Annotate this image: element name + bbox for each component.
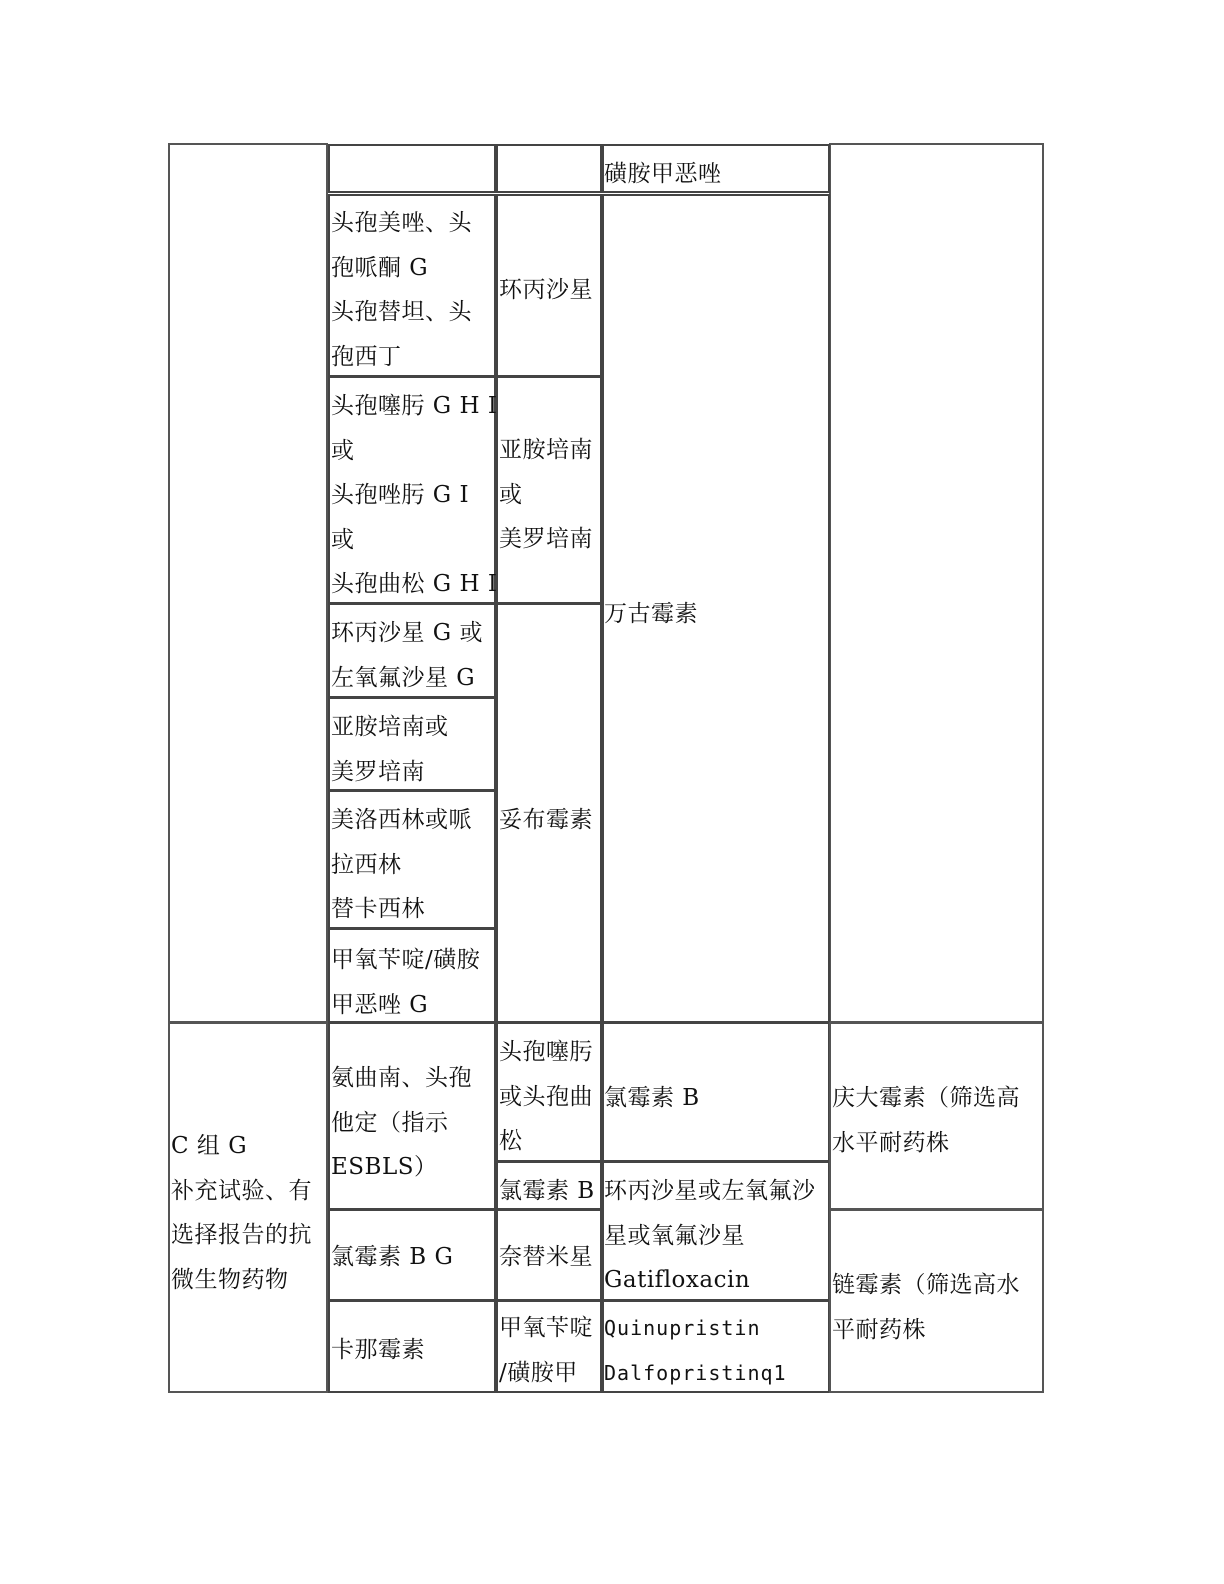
cell-text: 美洛西林或哌 拉西林 替卡西林 xyxy=(331,807,472,922)
cell-text: 氯霉素 B G xyxy=(331,1244,454,1270)
cell-text: 亚胺培南 或 美罗培南 xyxy=(499,437,593,552)
table-cell xyxy=(602,1161,830,1301)
group-c-label: C 组 G 补充试验、有 选择报告的抗 微生物药物 xyxy=(171,1133,312,1293)
cell-text: 万古霉素 xyxy=(604,601,698,627)
table-cell xyxy=(602,1300,830,1393)
cell-text: 庆大霉素（筛选高 水平耐药株 xyxy=(832,1085,1020,1156)
table-cell xyxy=(496,603,602,1023)
table-cell xyxy=(328,376,496,604)
group-b-col5-cell xyxy=(829,143,1044,1023)
table-cell xyxy=(496,1300,602,1393)
cell-text: 头孢噻肟 或头孢曲 松 xyxy=(499,1039,593,1154)
cell-text: 环丙沙星 G 或 左氧氟沙星 G xyxy=(331,620,483,691)
table-cell xyxy=(328,1022,496,1210)
cell-text: 甲氧苄啶/磺胺 甲恶唑 G xyxy=(331,947,481,1018)
cell-text: 磺胺甲恶唑 xyxy=(604,161,722,187)
table-cell xyxy=(602,1022,830,1162)
table-cell xyxy=(496,1209,602,1301)
table-cell xyxy=(496,1022,602,1162)
table-cell xyxy=(328,603,496,698)
cell-text: 氯霉素 B xyxy=(499,1178,595,1204)
cell-text: 氯霉素 B xyxy=(604,1085,700,1111)
table-cell xyxy=(602,144,830,193)
table-cell xyxy=(829,1022,1044,1210)
cell-text: 甲氧苄啶 /磺胺甲 xyxy=(499,1315,593,1386)
cell-text: 卡那霉素 xyxy=(331,1337,425,1363)
cell-text: 氨曲南、头孢 他定（指示 ESBLS） xyxy=(331,1065,472,1180)
cell-text: Quinupristin Dalfopristinq1 xyxy=(604,1316,787,1385)
table-cell xyxy=(328,194,496,377)
cell-text: 头孢美唑、头 孢哌酮 G 头孢替坦、头 孢西丁 xyxy=(331,210,472,370)
cell-text: 链霉素（筛选高水 平耐药株 xyxy=(832,1272,1020,1343)
cell-text: 奈替米星 xyxy=(499,1244,593,1270)
table-cell xyxy=(829,1209,1044,1393)
table-cell xyxy=(602,194,830,1023)
group-c-label-cell xyxy=(168,1022,328,1393)
table-cell xyxy=(328,1300,496,1393)
table-cell xyxy=(496,144,602,193)
cell-text: 环丙沙星或左氧氟沙 星或氧氟沙星 Gatifloxacin xyxy=(604,1178,816,1293)
cell-text: 妥布霉素 xyxy=(499,807,593,833)
table-cell xyxy=(328,928,496,1023)
cell-text: 环丙沙星 xyxy=(499,277,593,303)
table-cell xyxy=(328,697,496,791)
table-cell xyxy=(496,376,602,604)
table-cell xyxy=(496,194,602,377)
cell-text: 头孢噻肟 G H I 或 头孢唑肟 G I 或 头孢曲松 G H I xyxy=(331,393,498,597)
table-cell xyxy=(328,790,496,929)
group-b-label-cell xyxy=(168,143,328,1023)
table-cell xyxy=(328,144,496,193)
table-cell xyxy=(496,1161,602,1210)
cell-text: 亚胺培南或 美罗培南 xyxy=(331,714,449,785)
table-cell xyxy=(328,1209,496,1301)
